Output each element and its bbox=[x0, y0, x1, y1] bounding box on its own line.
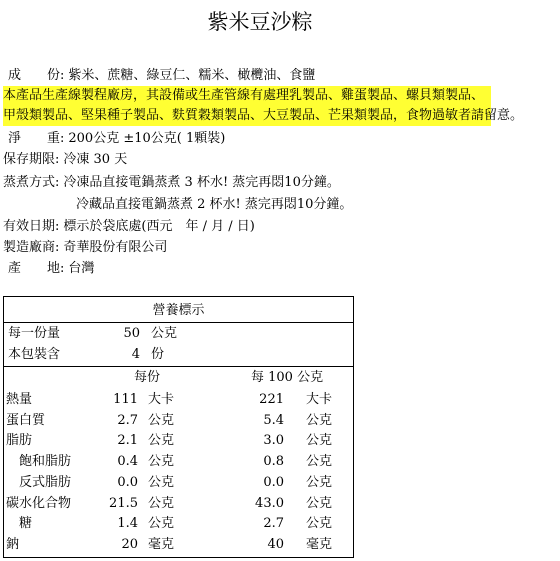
serving-size-label: 每一份量 bbox=[8, 326, 61, 341]
cooking-line-1: 蒸煮方式: 冷凍品直接電鍋蒸煮 3 杯水! 蒸完再悶10分鐘。 bbox=[3, 175, 340, 190]
per-100g-value: 43.0 bbox=[255, 495, 284, 511]
serving-size-value: 50 bbox=[123, 326, 140, 341]
per-serving-value: 2.7 bbox=[117, 412, 138, 428]
per-serving-unit: 公克 bbox=[148, 412, 175, 428]
nutrient-name: 蛋白質 bbox=[6, 412, 46, 428]
servings-label: 本包裝含 bbox=[8, 347, 61, 362]
per-100g-unit: 公克 bbox=[306, 474, 333, 490]
product-title: 紫米豆沙粽 bbox=[207, 10, 313, 34]
per-100g-value: 221 bbox=[259, 392, 284, 407]
per-100g-unit: 大卡 bbox=[306, 392, 333, 407]
per-100g-value: 0.8 bbox=[263, 454, 284, 470]
per-100g-unit: 毫克 bbox=[306, 536, 333, 552]
expiry-label: 有效日期 bbox=[3, 219, 56, 234]
nutrient-name: 飽和脂肪 bbox=[6, 454, 72, 470]
nutrition-title: 營養標示 bbox=[152, 303, 205, 318]
cooking-value-chilled: 冷藏品直接電鍋蒸煮 2 杯水! 蒸完再悶10分鐘。 bbox=[76, 197, 353, 212]
per-serving-value: 2.1 bbox=[117, 433, 138, 449]
manufacturer-line: 製造廠商: 奇華股份有限公司 bbox=[3, 240, 168, 255]
manufacturer-label: 製造廠商 bbox=[3, 240, 56, 255]
per-serving-unit: 毫克 bbox=[148, 536, 175, 552]
nutrient-name: 反式脂肪 bbox=[6, 474, 72, 490]
allergen-warning-line-2: 甲殼類製品、堅果種子製品、麩質穀類製品、大豆製品、芒果類製品，食物過敏者請留意。 bbox=[3, 106, 491, 126]
nutrition-divider bbox=[4, 366, 353, 367]
ingredients-value: 紫米、蔗糖、綠豆仁、糯米、橄欖油、食鹽 bbox=[68, 68, 316, 83]
per-100g-unit: 公克 bbox=[306, 412, 333, 428]
cooking-value-frozen: 冷凍品直接電鍋蒸煮 3 杯水! 蒸完再悶10分鐘。 bbox=[63, 175, 340, 190]
shelf-life-label: 保存期限 bbox=[3, 152, 56, 167]
per-serving-value: 111 bbox=[113, 392, 138, 407]
manufacturer-value: 奇華股份有限公司 bbox=[63, 240, 168, 255]
per-serving-header: 每份 bbox=[134, 370, 161, 385]
per-100g-unit: 公克 bbox=[306, 433, 333, 449]
per-serving-unit: 公克 bbox=[148, 495, 175, 511]
net-weight-value: 200公克 ±10公克( 1顆裝) bbox=[68, 131, 226, 146]
expiry-value: 標示於袋底處(西元 年 / 月 / 日) bbox=[63, 219, 255, 234]
servings-value: 4 bbox=[131, 347, 140, 362]
shelf-life-value: 冷凍 30 天 bbox=[63, 152, 128, 167]
allergen-warning-line-1: 本產品生產線製程廠房，其設備或生產管線有處理乳製品、雞蛋製品、螺貝類製品、 bbox=[3, 86, 491, 106]
origin-line: 產 地 : 台灣 bbox=[8, 259, 94, 279]
expiry-line: 有效日期: 標示於袋底處(西元 年 / 月 / 日) bbox=[3, 219, 255, 234]
nutrient-name: 碳水化合物 bbox=[6, 495, 72, 511]
ingredients-label: 成 份 bbox=[8, 68, 60, 83]
cooking-label: 蒸煮方式 bbox=[3, 175, 56, 190]
shelf-life-line: 保存期限: 冷凍 30 天 bbox=[3, 152, 128, 167]
nutrient-name: 脂肪 bbox=[6, 433, 33, 449]
per-serving-unit: 公克 bbox=[148, 516, 175, 532]
per-serving-unit: 公克 bbox=[148, 454, 175, 470]
per-serving-unit: 公克 bbox=[148, 433, 175, 449]
per-100g-header: 每 100 公克 bbox=[251, 370, 324, 385]
origin-value: 台灣 bbox=[68, 261, 95, 276]
per-serving-value: 21.5 bbox=[109, 495, 138, 511]
per-serving-value: 0.0 bbox=[117, 474, 138, 490]
per-100g-value: 5.4 bbox=[263, 412, 284, 428]
net-weight-label: 淨 重 bbox=[8, 131, 60, 146]
per-100g-value: 40 bbox=[267, 536, 284, 552]
serving-size-unit: 公克 bbox=[151, 326, 178, 341]
per-100g-value: 2.7 bbox=[263, 516, 284, 532]
nutrition-table bbox=[3, 296, 354, 558]
per-serving-value: 20 bbox=[121, 536, 138, 552]
nutrient-name: 鈉 bbox=[6, 536, 20, 552]
per-100g-value: 0.0 bbox=[263, 474, 284, 490]
per-100g-unit: 公克 bbox=[306, 495, 333, 511]
origin-label: 產 地 bbox=[8, 261, 60, 276]
per-100g-unit: 公克 bbox=[306, 454, 333, 470]
per-serving-unit: 大卡 bbox=[148, 392, 175, 407]
per-100g-unit: 公克 bbox=[306, 516, 333, 532]
nutrition-divider bbox=[4, 322, 353, 323]
nutrient-name: 熱量 bbox=[6, 392, 33, 407]
per-100g-value: 3.0 bbox=[263, 433, 284, 449]
net-weight-line: 淨 重 : 200公克 ±10公克( 1顆裝) bbox=[8, 129, 225, 149]
per-serving-unit: 公克 bbox=[148, 474, 175, 490]
nutrient-name: 糖 bbox=[6, 516, 33, 532]
per-serving-value: 1.4 bbox=[117, 516, 138, 532]
servings-unit: 份 bbox=[151, 347, 165, 362]
ingredients-line: 成 份 : 紫米、蔗糖、綠豆仁、糯米、橄欖油、食鹽 bbox=[8, 66, 315, 86]
per-serving-value: 0.4 bbox=[117, 454, 138, 470]
